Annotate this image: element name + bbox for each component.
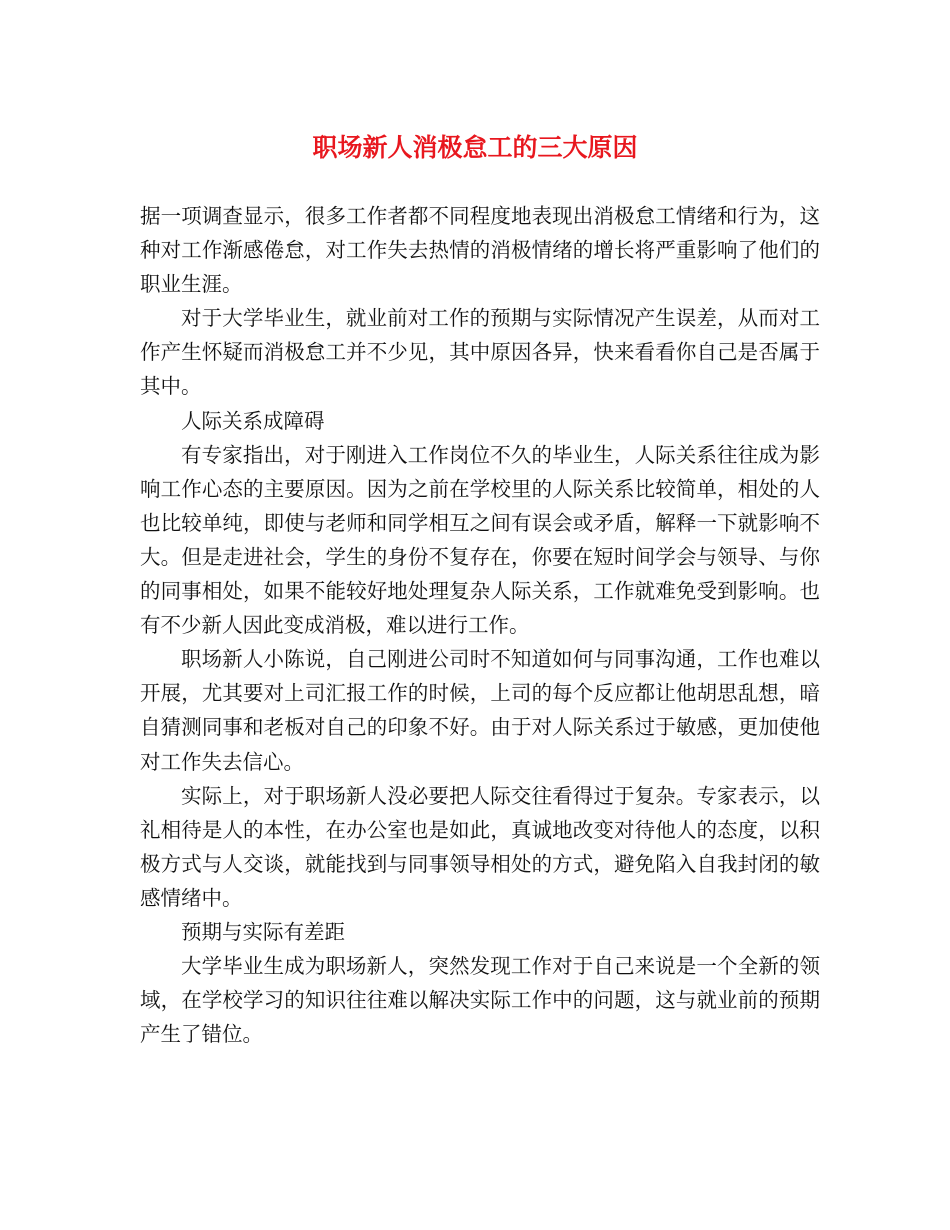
- paragraph-xiao-chen: 职场新人小陈说，自己刚进公司时不知道如何与同事沟通，工作也难以开展，尤其要对上司汇报工作的时候，上司的每个反应都让他胡思乱想，暗自猜测同事和老板对自己的印象不好。由于对人际关系过于敏感，更加使他对工作失去信心。: [140, 647, 820, 774]
- paragraph-expectations: 大学毕业生成为职场新人，突然发现工作对于自己来说是一个全新的领域，在学校学习的知识往往难以解决实际工作中的问题，这与就业前的预期产生了错位。: [140, 954, 820, 1047]
- paragraph-expert-advice: 实际上，对于职场新人没必要把人际交往看得过于复杂。专家表示，以礼相待是人的本性，在办公室也是如此，真诚地改变对待他人的态度，以积极方式与人交谈，就能找到与同事领导相处的方式，避免陷入自我封闭的敏感情绪中。: [140, 783, 820, 910]
- document-title: 职场新人消极怠工的三大原因: [312, 133, 638, 162]
- section-heading-expectations: 预期与实际有差距: [181, 919, 345, 944]
- paragraph-intro: 据一项调查显示，很多工作者都不同程度地表现出消极怠工情绪和行为，这种对工作渐感倦怠，对工作失去热情的消极情绪的增长将严重影响了他们的职业生涯。: [140, 204, 820, 297]
- section-heading-relationships: 人际关系成障碍: [181, 408, 325, 433]
- document-body: [140, 199, 820, 1051]
- paragraph-expert-relationships: 有专家指出，对于刚进入工作岗位不久的毕业生，人际关系往往成为影响工作心态的主要原因。因为之前在学校里的人际关系比较简单，相处的人也比较单纯，即使与老师和同学相互之间有误会或矛盾，解释一下就影响不大。但是走进社会，学生的身份不复存在，你要在短时间学会与领导、与你的同事相处，如果不能较好地处理复杂人际关系，工作就难免受到影响。也有不少新人因此变成消极，难以进行工作。: [140, 442, 820, 638]
- paragraph-graduates: 对于大学毕业生，就业前对工作的预期与实际情况产生误差，从而对工作产生怀疑而消极怠工并不少见，其中原因各异，快来看看你自己是否属于其中。: [140, 306, 820, 399]
